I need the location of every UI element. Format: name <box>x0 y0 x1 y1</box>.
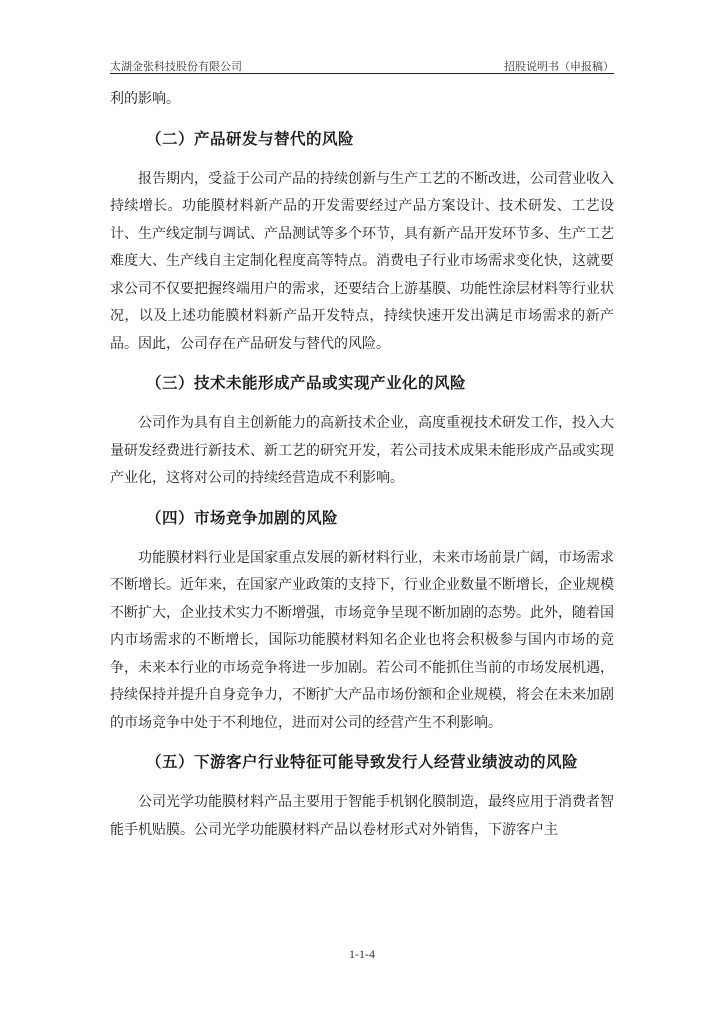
section-heading-rd-risk: （二）产品研发与替代的风险 <box>146 128 355 148</box>
paragraph-downstream-risk: 公司光学功能膜材料产品主要用于智能手机钢化膜制造，最终应用于消费者智能手机贴膜。公司光学功能膜材料产品以卷材形式对外销售，下游客户主 <box>110 794 614 838</box>
header-divider <box>110 73 614 74</box>
section-heading-downstream-risk: （五）下游客户行业特征可能导致发行人经营业绩波动的风险 <box>146 752 579 771</box>
header-document-type: 招股说明书（申报稿） <box>504 60 614 73</box>
section-heading-competition-risk: （四）市场竞争加剧的风险 <box>146 507 339 527</box>
page-number: 1-1-4 <box>349 947 375 961</box>
paragraph-tech-risk: 公司作为具有自主创新能力的高新技术企业，高度重视技术研发工作，投入大量研发经费进行新技术、新工艺的研究开发，若公司技术成果未能形成产品或实现产业化，这将对公司的持续经营造成不利影响。 <box>110 415 614 486</box>
header-company-name: 太湖金张科技股份有限公司 <box>110 60 242 73</box>
section-heading-tech-risk: （三）技术未能形成产品或实现产业化的风险 <box>146 373 467 392</box>
paragraph-rd-risk: 报告期内，受益于公司产品的持续创新与生产工艺的不断改进，公司营业收入持续增长。功能膜材料新产品的开发需要经过产品方案设计、技术研发、工艺设计、生产线定制与调试、产品测试等多个环节，具有新产品开发环节多、生产工艺难度大、生产线自主定制化程度高等特点。消费电子行业市场需求变化快，这就要求公司不仅要把握终端用户的需求，还要结合上游基膜、功能性涂层材料等行业状况，以及上述功能膜材料新产品开发特点，持续快速开发出满足市场需求的新产品。因此，公司存在产品研发与替代的风险。 <box>110 170 614 352</box>
page-body <box>110 86 614 844</box>
page-header <box>110 55 614 75</box>
paragraph-competition-risk: 功能膜材料行业是国家重点发展的新材料行业，未来市场前景广阔，市场需求不断增长。近年来，在国家产业政策的支持下，行业企业数量不断增长，企业规模不断扩大，企业技术实力不断增强，市场竞争呈现不断加剧的态势。此外，随着国内市场需求的不断增长，国际功能膜材料知名企业也将会积极参与国内市场的竞争，未来本行业的市场竞争将进一步加剧。若公司不能抓住当前的市场发展机遇，持续保持并提升自身竞争力，不断扩大产品市场份额和企业规模，将会在未来加剧的市场竞争中处于不利地位，进而对公司的经营产生不利影响。 <box>110 549 614 731</box>
continued-paragraph: 利的影响。 <box>110 91 180 107</box>
